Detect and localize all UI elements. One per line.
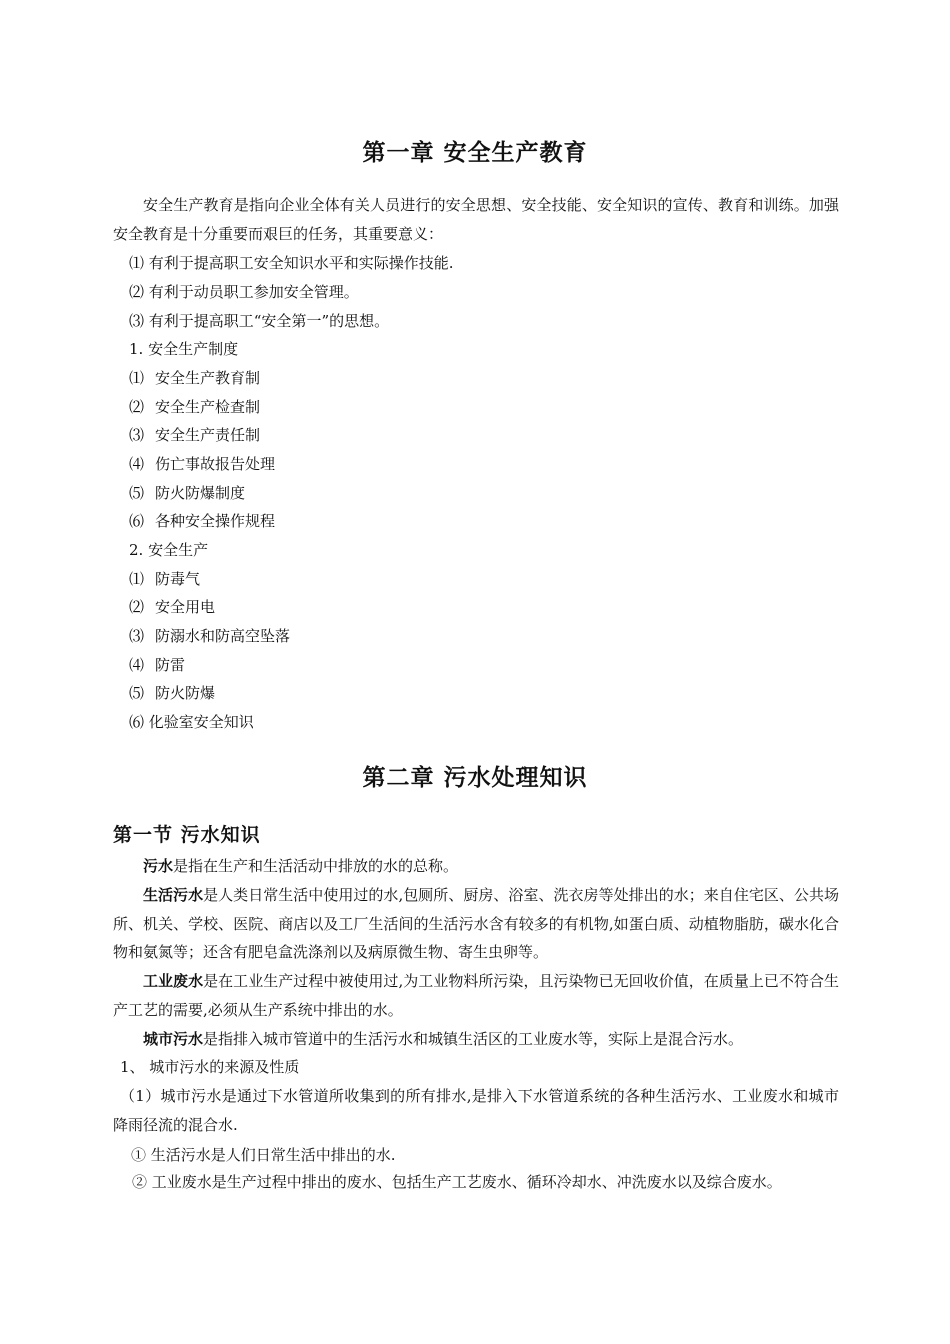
list-item <box>129 569 200 589</box>
list-item-number: ⑶ <box>129 627 145 645</box>
paragraph-industrial-wastewater <box>113 967 839 1024</box>
chapter-2-title: 第二章 污水处理知识 <box>362 765 588 791</box>
term-domestic-sewage: 生活污水 <box>143 886 204 904</box>
paragraph-urban-sewage <box>113 1025 839 1054</box>
chapter-1-intro: 安全生产教育是指向企业全体有关人员进行的安全思想、安全技能、安全知识的宣传、教育和训练。加强安全教育是十分重要而艰巨的任务，其重要意义： <box>113 196 839 243</box>
list-item-lab-safety: ⑹ 化验室安全知识 <box>129 713 254 731</box>
term-sewage: 污水 <box>143 857 174 875</box>
list-item-number: ⑸ <box>129 684 145 702</box>
paragraph-urban-sewage-source: （1）城市污水是通过下水管道所收集到的所有排水,是排入下水管道系统的各种生活污水、工业废水和城市降雨径流的混合水. <box>113 1087 839 1134</box>
chapter-1-title: 第一章 安全生产教育 <box>362 140 588 166</box>
list-item <box>129 397 260 417</box>
list-item-number: ⑸ <box>129 484 145 502</box>
significance-item-1: ⑴ 有利于提高职工安全知识水平和实际操作技能. <box>129 254 454 272</box>
term-urban-sewage: 城市污水 <box>143 1030 204 1048</box>
list-item <box>129 683 215 703</box>
list-item <box>129 597 215 617</box>
list-item-text: 安全生产责任制 <box>155 426 261 444</box>
term-industrial-wastewater: 工业废水 <box>143 972 204 990</box>
list-item <box>129 483 245 503</box>
significance-item-2: ⑵ 有利于动员职工参加安全管理。 <box>129 283 359 301</box>
list-item-number: ⑵ <box>129 598 145 616</box>
list-item <box>129 368 260 388</box>
list-item <box>129 511 275 531</box>
list-item-text: 防毒气 <box>155 570 201 588</box>
list-item <box>129 626 290 646</box>
significance-item-3: ⑶ 有利于提高职工“安全第一”的思想。 <box>129 312 390 330</box>
list-item <box>129 425 260 445</box>
list-item-text: 防溺水和防高空坠落 <box>155 627 291 645</box>
list-item <box>129 454 275 474</box>
list-item-text: 安全生产教育制 <box>155 369 261 387</box>
item-industrial-wastewater: ② 工业废水是生产过程中排出的废水、包括生产工艺废水、循环冷却水、冲洗废水以及综合废水。 <box>132 1173 782 1191</box>
list-item-text: 防火防爆制度 <box>155 484 246 502</box>
list-item <box>129 655 185 675</box>
list-item-text: 安全生产检查制 <box>155 398 261 416</box>
list-item-number: ⑴ <box>129 369 145 387</box>
item-domestic-sewage: ① 生活污水是人们日常生活中排出的水. <box>131 1146 396 1164</box>
definition-urban-sewage: 是指排入城市管道中的生活污水和城镇生活区的工业废水等，实际上是混合污水。 <box>203 1030 744 1048</box>
list-item-text: 防雷 <box>155 656 186 674</box>
list-item-text: 安全用电 <box>155 598 216 616</box>
definition-domestic-sewage: 是人类日常生活中使用过的水,包厕所、厨房、浴室、洗衣房等处排出的水；来自住宅区、公共场所、机关、学校、医院、商店以及工厂生活间的生活污水含有较多的有机物,如蛋白质、动植物脂肪，碳水化合物和氨氮等；还含有肥皂盒洗涤剂以及病原微生物、寄生虫卵等。 <box>113 886 839 961</box>
list-item-number: ⑶ <box>129 426 145 444</box>
section-1-title: 第一节 污水知识 <box>113 824 261 846</box>
list-item-number: ⑴ <box>129 570 145 588</box>
list-heading-safety-system: 1. 安全生产制度 <box>129 340 239 358</box>
list-item-text: 各种安全操作规程 <box>155 512 276 530</box>
paragraph-sewage <box>113 852 839 881</box>
subsection-heading: 1、 城市污水的来源及性质 <box>120 1058 300 1076</box>
list-item-text: 防火防爆 <box>155 684 216 702</box>
list-item-number: ⑹ <box>129 512 145 530</box>
definition-sewage: 是指在生产和生活活动中排放的水的总称。 <box>173 857 459 875</box>
definition-industrial-wastewater: 是在工业生产过程中被使用过,为工业物料所污染，且污染物已无回收价值，在质量上已不符合生产工艺的需要,必须从生产系统中排出的水。 <box>113 972 839 1019</box>
list-item-number: ⑷ <box>129 455 145 473</box>
list-heading-safe-production: 2. 安全生产 <box>129 541 209 559</box>
paragraph-domestic-sewage <box>113 881 839 967</box>
list-item-number: ⑷ <box>129 656 145 674</box>
list-item-number: ⑵ <box>129 398 145 416</box>
list-item-text: 伤亡事故报告处理 <box>155 455 276 473</box>
